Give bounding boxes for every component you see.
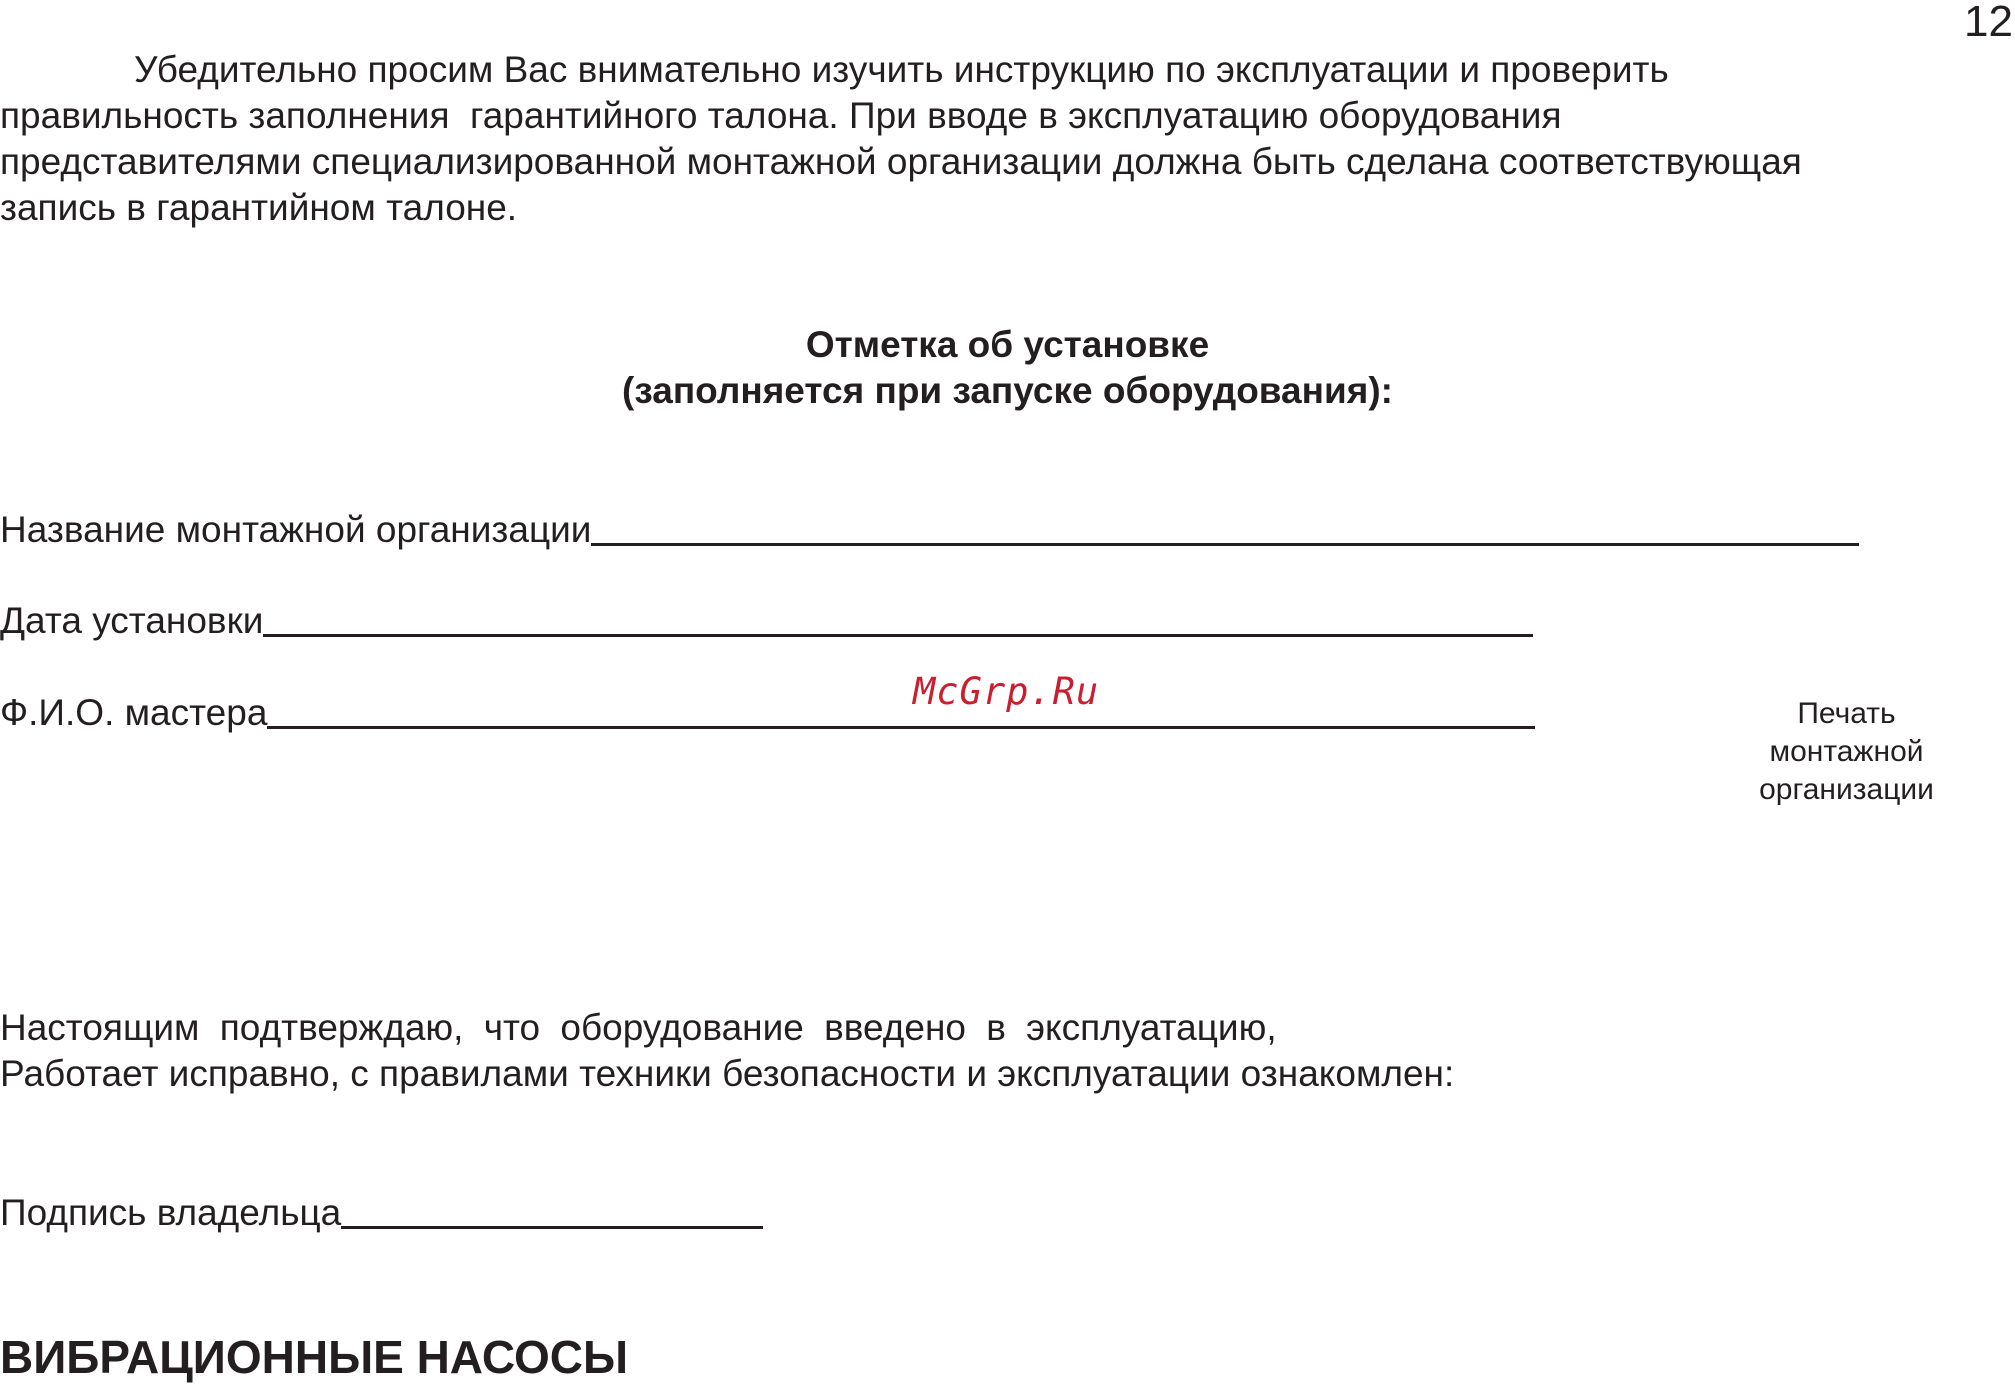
watermark: McGrp.Ru [913, 670, 1100, 713]
intro-line-3: представителями специализированной монтажной организации должна быть сделана соответствующая [0, 141, 1802, 182]
intro-line-4: запись в гарантийном талоне. [0, 187, 518, 228]
master-fill-line[interactable] [267, 692, 1535, 729]
organization-fill-line[interactable] [591, 509, 1859, 546]
installation-mark-heading [0, 322, 2015, 414]
owner-signature-row [0, 1190, 763, 1236]
installation-mark-subtitle: (заполняется при запуске оборудования): [622, 370, 1393, 411]
intro-line-2: правильность заполнения гарантийного талона. При вводе в эксплуатацию оборудования [0, 95, 1562, 136]
product-title: ВИБРАЦИОННЫЕ НАСОСЫ [0, 1331, 628, 1383]
master-label: Ф.И.О. мастера [0, 692, 268, 733]
stamp-line-1: Печать [1797, 697, 1896, 730]
owner-signature-label: Подпись владельца [0, 1192, 342, 1233]
intro-line-1-text: Убедительно просим Вас внимательно изучить инструкцию по эксплуатации и проверить [134, 49, 1669, 90]
date-label: Дата установки [0, 600, 264, 641]
intro-line-1 [0, 47, 1990, 93]
confirmation-statement [0, 1005, 1454, 1097]
organization-label: Название монтажной организации [0, 509, 592, 550]
stamp-line-3: организации [1759, 773, 1934, 806]
confirmation-line-1: Настоящим подтверждаю, что оборудование введено в эксплуатацию, [0, 1007, 1277, 1048]
stamp-line-2: монтажной [1769, 735, 1924, 768]
intro-paragraph [0, 47, 1990, 231]
installation-mark-title: Отметка об установке [805, 324, 1210, 365]
date-field-row [0, 598, 1533, 644]
confirmation-line-2: Работает исправно, с правилами техники безопасности и эксплуатации ознакомлен: [0, 1053, 1455, 1094]
master-field-row [0, 690, 1535, 736]
page-number: 12 [1964, 0, 2013, 46]
date-fill-line[interactable] [263, 600, 1533, 637]
organization-field-row [0, 507, 1859, 553]
owner-signature-fill-line[interactable] [341, 1192, 763, 1229]
stamp-placeholder [1740, 695, 1953, 809]
